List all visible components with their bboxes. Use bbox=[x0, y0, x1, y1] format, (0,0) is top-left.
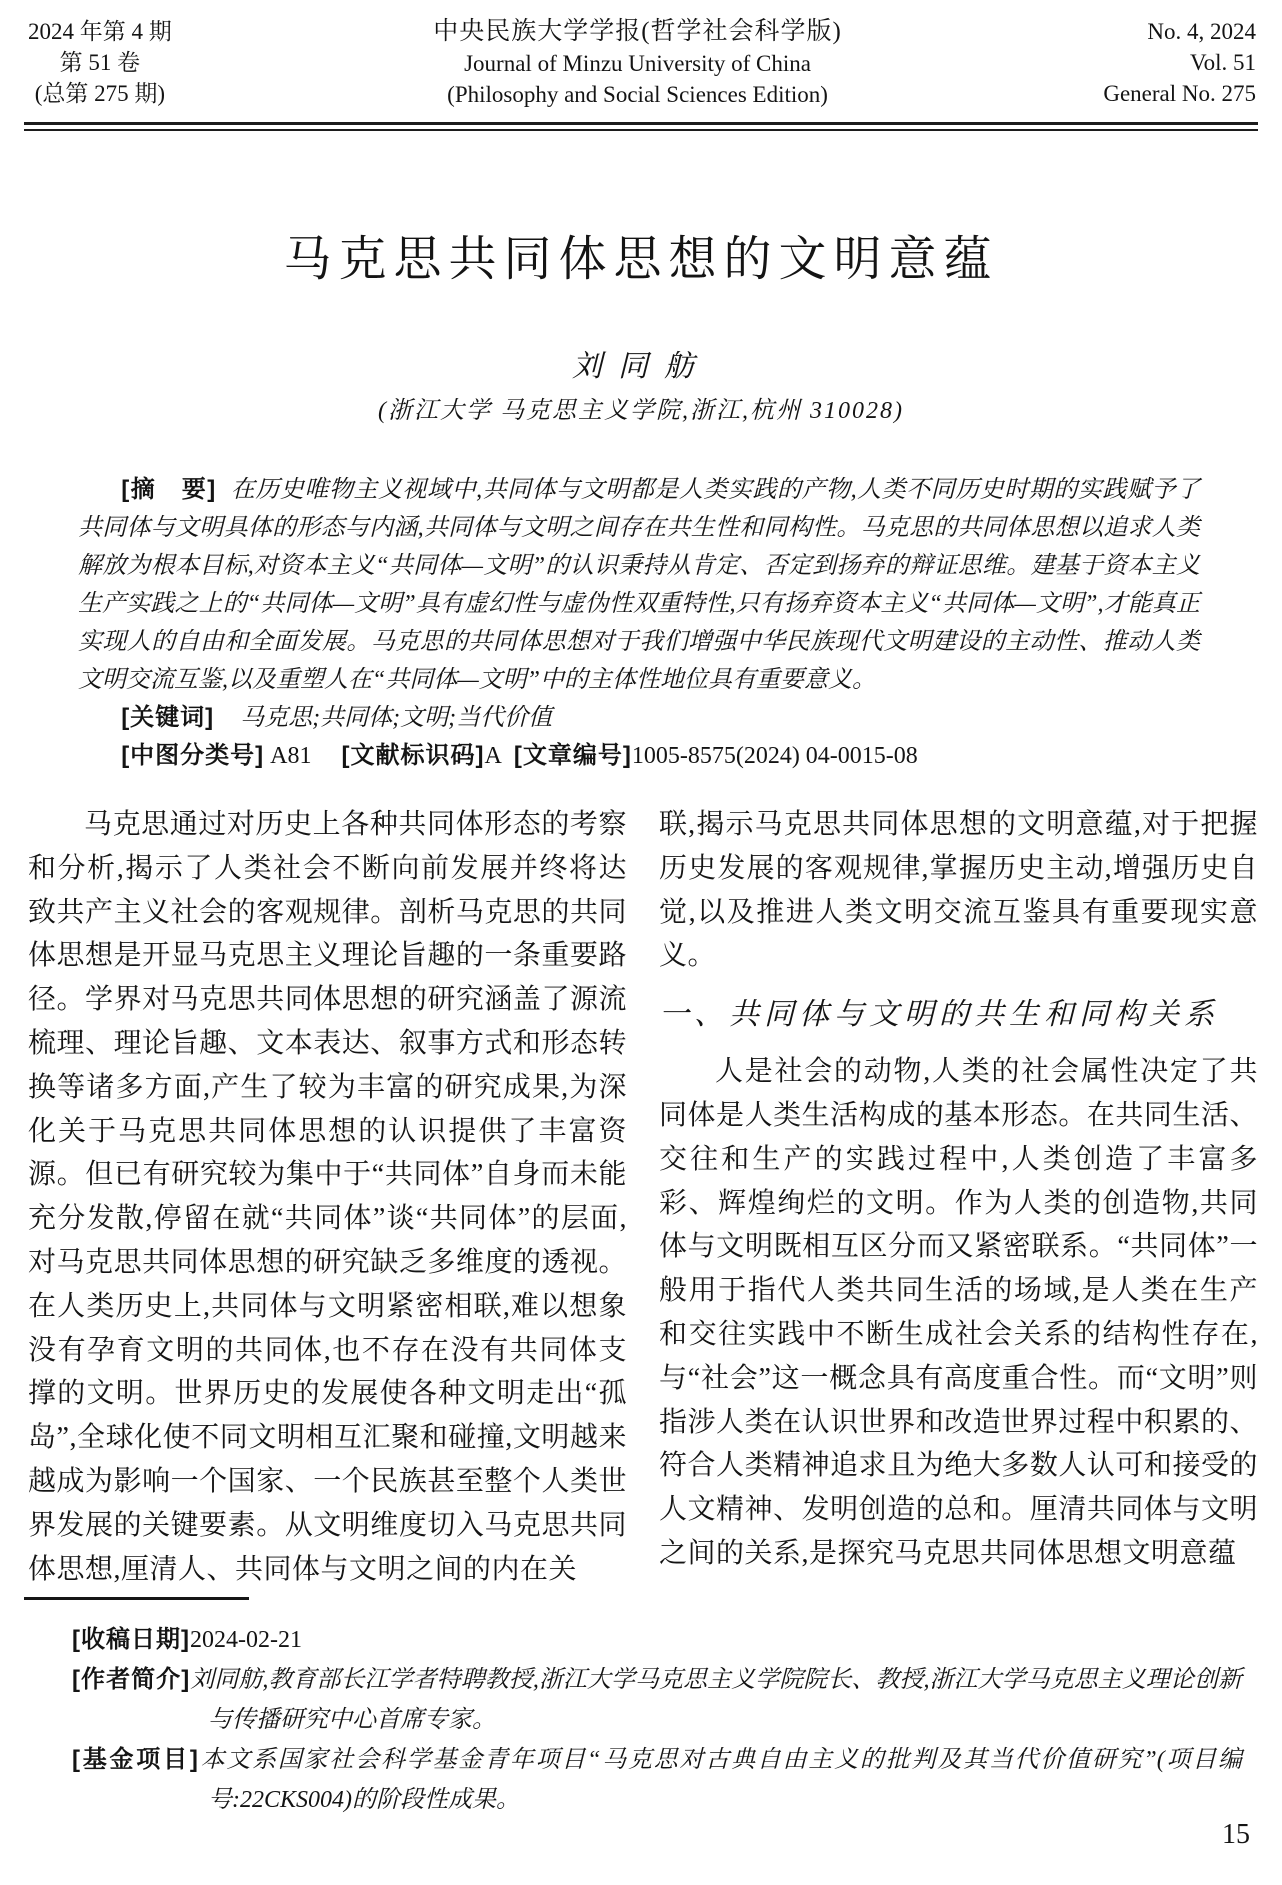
volume-line: 第 51 卷 bbox=[59, 50, 141, 75]
funding-label: [基金项目] bbox=[72, 1746, 199, 1773]
article-affiliation: (浙江大学 马克思主义学院,浙江,杭州 310028) bbox=[378, 398, 904, 424]
journal-title-cn: 中央民族大学学报(哲学社会科学版) bbox=[433, 18, 842, 45]
doc-code-value: A bbox=[484, 743, 502, 769]
keywords-label: [关键词] bbox=[121, 704, 215, 731]
article-title: 马克思共同体思想的文明意蕴 bbox=[283, 233, 999, 286]
header-issue-info-en bbox=[1103, 16, 1256, 109]
issue-line: 2024 年第 4 期 bbox=[28, 19, 172, 44]
author-bio-note bbox=[72, 1660, 1242, 1740]
funding-value: 本文系国家社会科学基金青年项目“马克思对古典自由主义的批判及其当代价值研究”(项目编号:22CKS004)的阶段性成果。 bbox=[198, 1747, 1243, 1813]
author-bio-value: 刘同舫,教育部长江学者特聘教授,浙江大学马克思主义学院院长、教授,浙江大学马克思主义理论创新与传播研究中心首席专家。 bbox=[190, 1667, 1243, 1733]
right-column bbox=[659, 803, 1258, 1593]
page-number: 15 bbox=[1222, 1819, 1250, 1850]
abstract-block bbox=[78, 471, 1200, 775]
issue-line-en: No. 4, 2024 bbox=[1147, 19, 1256, 44]
funding-note bbox=[72, 1740, 1242, 1820]
header-divider bbox=[24, 122, 1258, 131]
article-id-label: [文章编号] bbox=[513, 742, 632, 769]
keywords-text: 马克思;共同体;文明;当代价值 bbox=[240, 705, 553, 731]
header-issue-info-cn bbox=[28, 16, 172, 109]
left-column bbox=[28, 803, 627, 1593]
article-id-value: 1005-8575(2024) 04-0015-08 bbox=[631, 743, 918, 769]
abstract-paragraph bbox=[78, 471, 1200, 699]
footnotes-block bbox=[24, 1597, 1242, 1820]
classification-line bbox=[78, 737, 1200, 775]
body-paragraph-continuation: 联,揭示马克思共同体思想的文明意蕴,对于把握历史发展的客观规律,掌握历史主动,增强历史自觉,以及推进人类文明交流互鉴具有重要现实意义。 bbox=[659, 809, 1258, 972]
body-paragraph-intro: 马克思通过对历史上各种共同体形态的考察和分析,揭示了人类社会不断向前发展并终将达致共产主义社会的客观规律。剖析马克思的共同体思想是开显马克思主义理论旨趣的一条重要路径。学界对马克思共同体思想的研究涵盖了源流梳理、理论旨趣、文本表达、叙事方式和形态转换等诸多方面,产生了较为丰富的研究成果,为深化关于马克思共同体思想的认识提供了丰富资源。但已有研究较为集中于“共同体”自身而未能充分发散,停留在就“共同体”谈“共同体”的层面,对马克思共同体思想的研究缺乏多维度的透视。在人类历史上,共同体与文明紧密相联,难以想象没有孕育文明的共同体,也不存在没有共同体支撑的文明。世界历史的发展使各种文明走出“孤岛”,全球化使不同文明相互汇聚和碰撞,文明越来越成为影响一个国家、一个民族甚至整个人类世界发展的关键要素。从文明维度切入马克思共同体思想,厘清人、共同体与文明之间的内在关 bbox=[28, 809, 627, 1585]
received-date-label: [收稿日期] bbox=[72, 1626, 190, 1653]
journal-edition-en: (Philosophy and Social Sciences Edition) bbox=[447, 82, 828, 107]
doc-code-label: [文献标识码] bbox=[341, 742, 485, 769]
clc-label: [中图分类号] bbox=[121, 742, 265, 769]
general-number-line: (总第 275 期) bbox=[34, 81, 166, 106]
section-heading: 一、共同体与文明的共生和同构关系 bbox=[659, 998, 1219, 1032]
journal-title-block bbox=[433, 16, 842, 110]
volume-line-en: Vol. 51 bbox=[1189, 50, 1256, 75]
author-bio-label: [作者简介] bbox=[72, 1666, 191, 1693]
abstract-text: 在历史唯物主义视域中,共同体与文明都是人类实践的产物,人类不同历史时期的实践赋予了共同体与文明具体的形态与内涵,共同体与文明之间存在共生性和同构性。马克思的共同体思想以追求人类解放为根本目标,对资本主义“共同体—文明”的认识秉持从肯定、否定到扬弃的辩证思维。建基于资本主义生产实践之上的“共同体—文明”具有虚幻性与虚伪性双重特性,只有扬弃资本主义“共同体—文明”,才能真正实现人的自由和全面发展。马克思的共同体思想对于我们增强中华民族现代文明建设的主动性、推动人类文明交流互鉴,以及重塑人在“共同体—文明”中的主体性地位具有重要意义。 bbox=[78, 477, 1201, 693]
received-date-note bbox=[72, 1620, 1242, 1660]
article-body bbox=[28, 803, 1258, 1593]
journal-title-en: Journal of Minzu University of China bbox=[464, 51, 811, 76]
received-date-value: 2024-02-21 bbox=[189, 1627, 302, 1653]
footnote-divider bbox=[24, 1597, 249, 1600]
body-paragraph-section1: 人是社会的动物,人类的社会属性决定了共同体是人类生活构成的基本形态。在共同生活、交往和生产的实践过程中,人类创造了丰富多彩、辉煌绚烂的文明。作为人类的创造物,共同体与文明既相互区分而又紧密联系。“共同体”一般用于指代人类共同生活的场域,是人类在生产和交往实践中不断生成社会关系的结构性存在,与“社会”这一概念具有高度重合性。而“文明”则指涉人类在认识世界和改造世界过程中积累的、符合人类精神追求且为绝大多数人认可和接受的人文精神、发明创造的总和。厘清共同体与文明之间的关系,是探究马克思共同体思想文明意蕴 bbox=[659, 1056, 1258, 1569]
journal-header bbox=[0, 0, 1282, 110]
article-author: 刘同舫 bbox=[572, 350, 710, 383]
keywords-line bbox=[78, 699, 1200, 737]
general-number-line-en: General No. 275 bbox=[1103, 81, 1256, 106]
abstract-label: [摘 要] bbox=[121, 476, 217, 503]
clc-value: A81 bbox=[270, 743, 312, 769]
